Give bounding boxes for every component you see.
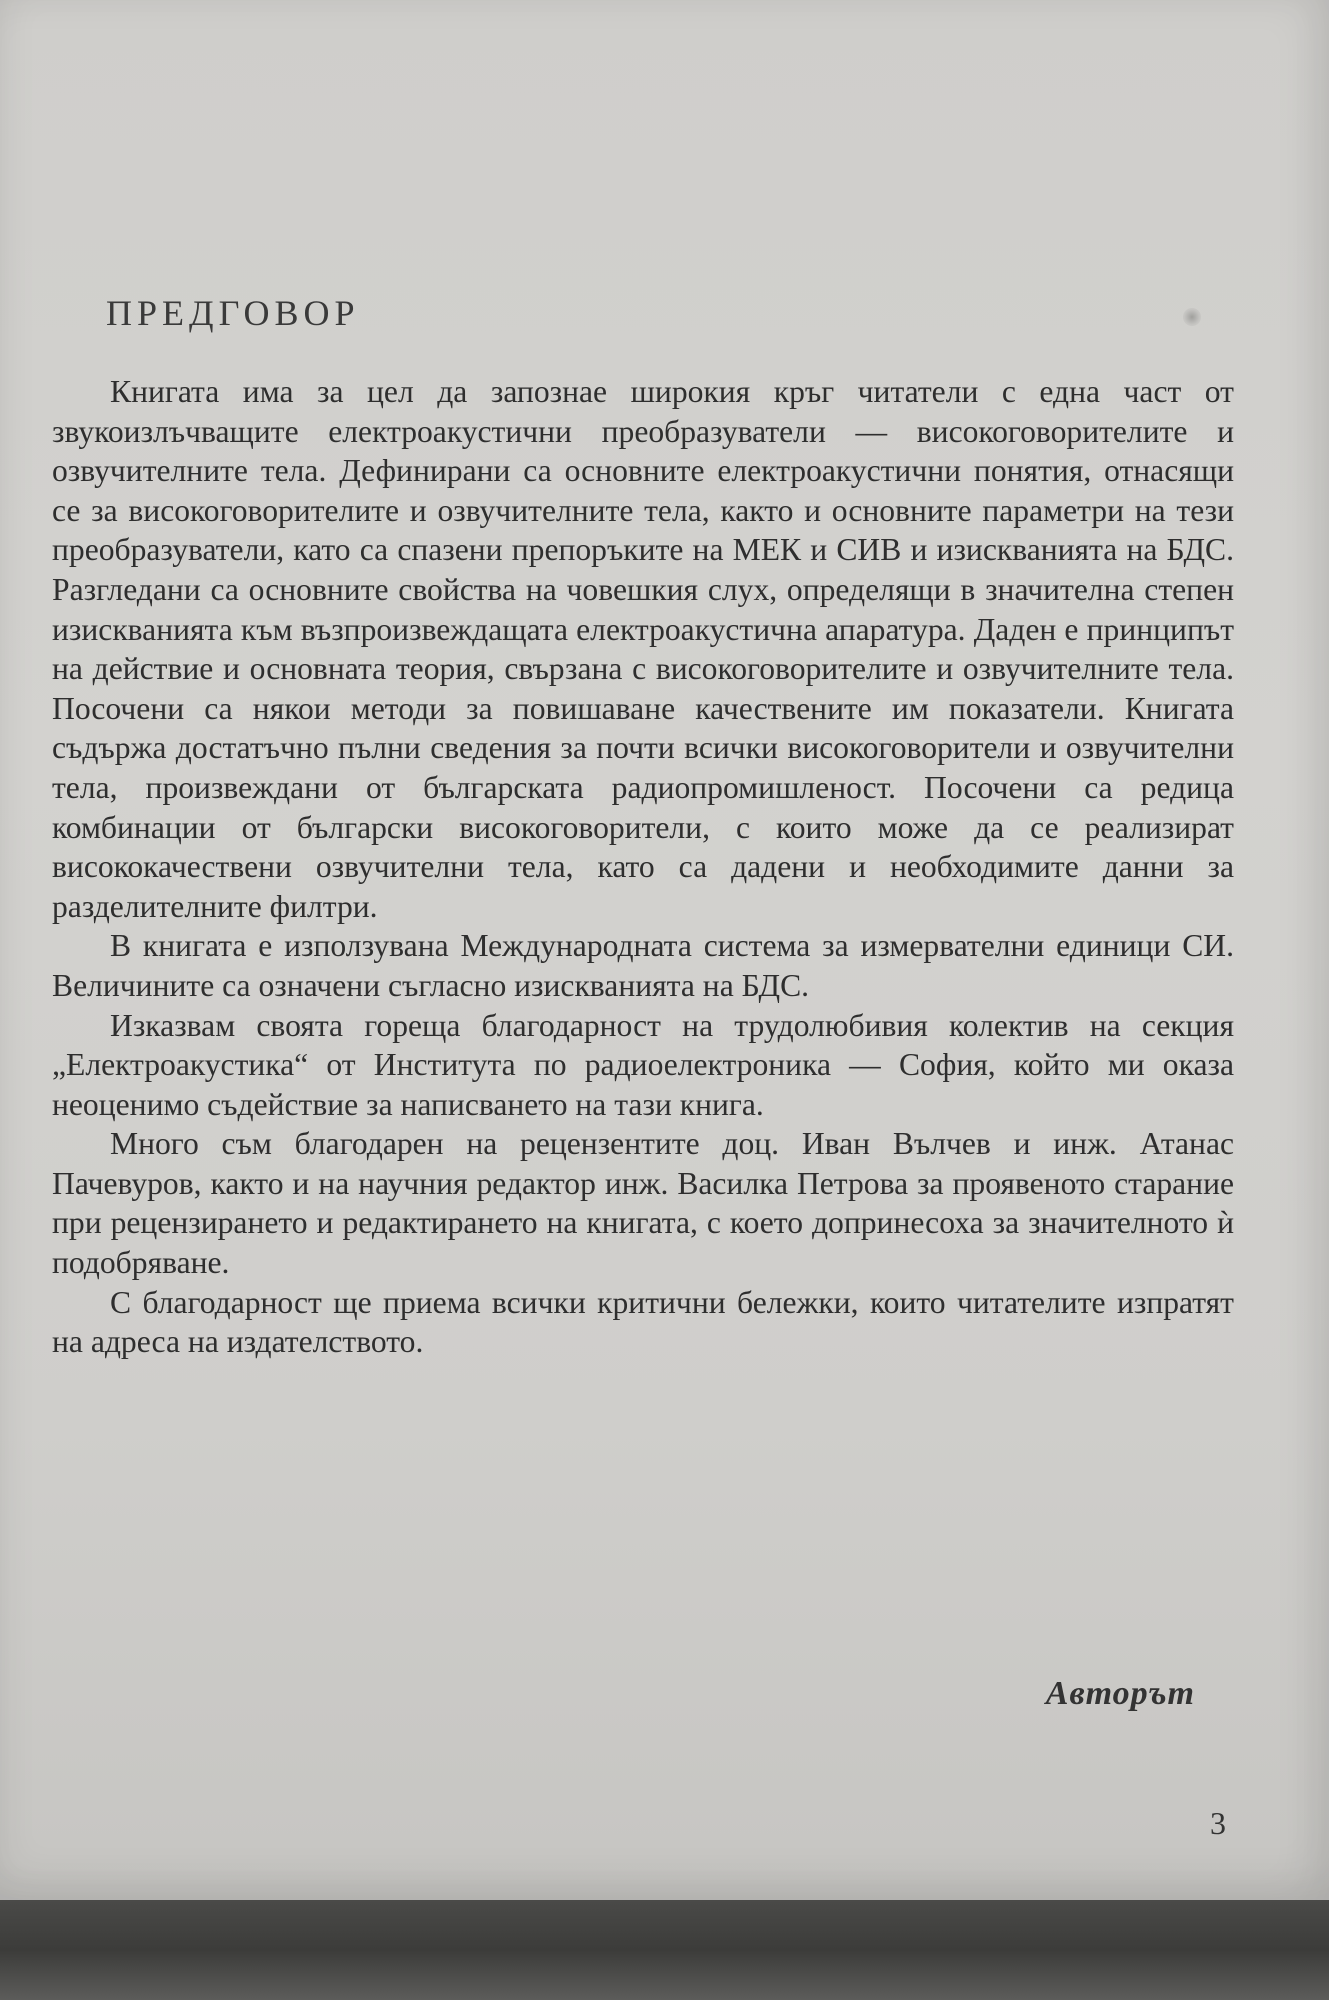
preface-body (52, 372, 1234, 1362)
paper-spot (1183, 308, 1201, 326)
paragraph-1: Книгата има за цел да запознае широкия кръг читатели с една част от звукоизлъчващите електроакустични преобразуватели — високоговорителите и озвучителните тела. Дефинирани са основните електроакустични понятия, отнасящи се за високоговорителите и озвучителните тела, както и основните параметри на тези преобразуватели, като са спазени препоръките на МЕК и СИВ и изискванията на БДС. Разгледани са основните свойства на човешкия слух, определящи в значителна степен изискванията към възпроизвеждащата електроакустична апаратура. Даден е принципът на действие и основната теория, свързана с високоговорителите и озвучителните тела. Посочени са някои методи за повишаване качествените им показатели. Книгата съдържа достатъчно пълни сведения за почти всички високоговорители и озвучителни тела, произвеждани от българската радиопромишленост. Посочени са редица комбинации от български високоговорители, с които може да се реализират висококачествени озвучителни тела, като са дадени и необходимите данни за разделителните филтри. (52, 374, 1234, 924)
paragraph-3: Изказвам своята гореща благодарност на трудолюбивия колектив на секция „Електроакустика“ от Института по радиоелектроника — София, който ми оказа неоценимо съдействие за написването на тази книга. (52, 1007, 1234, 1122)
paragraph-2: В книгата е използувана Международната система за измервателни единици СИ. Величините са означени съгласно изискванията на БДС. (52, 928, 1234, 1003)
paragraph-4: Много съм благодарен на рецензентите доц. Иван Вълчев и инж. Атанас Пачевуров, както и на научния редактор инж. Василка Петрова за проявеното старание при рецензирането и редактирането на книгата, с което допринесоха за значителното ѝ подобряване. (52, 1126, 1234, 1281)
page-number: 3 (1210, 1805, 1226, 1841)
author-signature: Авторът (1045, 1675, 1195, 1712)
page-title: ПРЕДГОВОР (106, 293, 360, 333)
page-edge-shadow (0, 1900, 1329, 2000)
paragraph-5: С благодарност ще приема всички критични бележки, които читателите изпратят на адреса на издателството. (52, 1284, 1234, 1360)
